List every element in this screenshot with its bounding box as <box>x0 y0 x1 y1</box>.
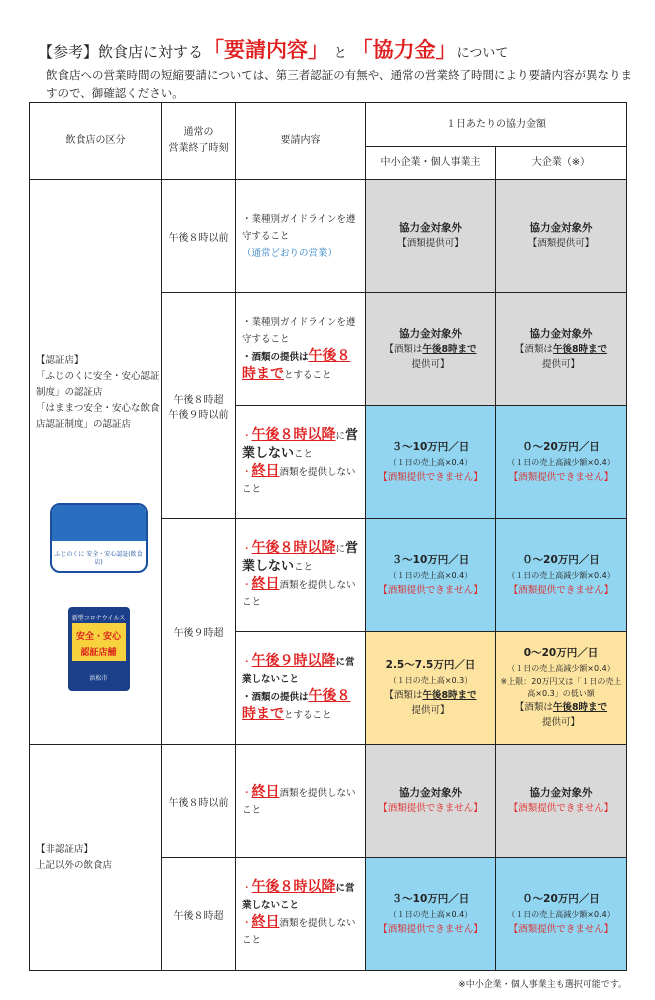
r3-req2b: 終日 <box>251 462 280 479</box>
r3-large-note: （１日の売上高減少額×0.4） <box>507 457 615 467</box>
r4-time: 午後９時超 <box>162 519 236 745</box>
r4-req1b: 午後８時以降 <box>251 539 336 556</box>
r3-req2a: ・ <box>242 466 252 478</box>
r6-request <box>236 745 366 858</box>
r3-large <box>496 406 627 519</box>
r5-req2c: とすること <box>284 709 332 721</box>
r4-large-alc: 【酒類提供できません】 <box>508 584 614 596</box>
r3-req1d: 営業しない <box>242 427 359 461</box>
title-request: 「要請内容」 <box>203 38 330 62</box>
r7-req2a: ・ <box>242 918 252 929</box>
r3-large-alc: 【酒類提供できません】 <box>508 471 614 483</box>
r5-large-sub-a: 【酒類は <box>514 702 553 713</box>
r3-req1c: に <box>335 430 346 442</box>
r5-req2a: ・酒類の提供は <box>242 691 309 703</box>
r2-large-sub-c: 提供可】 <box>541 358 580 370</box>
r3-sme-main: ３～10万円／日 <box>391 440 470 453</box>
r3-sme-alc: 【酒類提供できません】 <box>378 471 483 483</box>
r6-req1b: 終日 <box>251 783 280 800</box>
r2-sme-sub-c: 提供可】 <box>411 358 450 370</box>
r4-sme-alc: 【酒類提供できません】 <box>378 584 483 596</box>
r5-sme-sub-c: 提供可】 <box>411 705 450 716</box>
r2-request <box>236 293 366 406</box>
r7-sme-main: ３～10万円／日 <box>391 892 470 905</box>
r1-large-sub: 【酒類提供可】 <box>527 238 595 249</box>
r7-sme-alc: 【酒類提供できません】 <box>378 923 483 935</box>
r7-large-alc: 【酒類提供できません】 <box>508 923 614 935</box>
intro-text: 飲食店への営業時間の短縮要請については、第三者認証の有無や、通常の営業終了時間により要請内容が異なりますので、御確認ください。 <box>46 68 633 100</box>
r4-request <box>236 519 366 632</box>
r5-large-note: （１日の売上高減少額×0.4） <box>507 664 615 673</box>
title-suffix: について <box>456 46 509 61</box>
r5-sme-sub-a: 【酒類は <box>384 690 423 701</box>
r3-req2c: 酒類を提供しないこと <box>242 466 356 495</box>
hamamatsu-logo-main: 安全・安心 認証店舗 <box>75 632 121 658</box>
r1-time: 午後８時以前 <box>162 180 236 293</box>
certified-label: 【認証店】 <box>36 355 84 366</box>
header-amount: １日あたりの協力金額 <box>366 103 627 147</box>
r4-req2b: 終日 <box>251 575 280 592</box>
r5-sme-note: （１日の売上高×0.3） <box>388 676 473 685</box>
r6-req1c: 酒類を提供しないこと <box>242 787 356 816</box>
r4-req1d: 営業しない <box>242 540 359 574</box>
r3-request <box>236 406 366 519</box>
noncert-category <box>30 745 162 971</box>
header-sme: 中小企業・個人事業主 <box>366 147 496 180</box>
r2-sme-sub-b: 午後8時まで <box>422 343 477 355</box>
r6-large-alc: 【酒類提供できません】 <box>508 803 614 814</box>
page-title <box>38 34 508 64</box>
r3-large-main: ０～20万円／日 <box>522 440 600 453</box>
r7-large-note: （１日の売上高減少額×0.4） <box>507 909 615 919</box>
certified-category <box>30 180 162 745</box>
r5-sme-sub-b: 午後8時まで <box>422 690 477 701</box>
r3-req1e: こと <box>294 448 314 460</box>
r1-large-main: 協力金対象外 <box>529 222 593 234</box>
r2-sme <box>366 293 496 406</box>
r1-sme-sub: 【酒類提供可】 <box>397 238 464 249</box>
r2-req1: ・業種別ガイドラインを遵守すること <box>242 317 356 345</box>
r4-large-note: （１日の売上高減少額×0.4） <box>507 570 615 580</box>
r2-sme-sub-a: 【酒類は <box>384 343 423 355</box>
noncert-label: 【非認証店】 <box>36 843 94 855</box>
r4-large-main: ０～20万円／日 <box>522 553 600 566</box>
r7-sme-note: （１日の売上高×0.4） <box>388 909 473 919</box>
r3-sme-note: （１日の売上高×0.4） <box>388 457 473 467</box>
r1-req1: ・業種別ガイドラインを遵守すること <box>242 213 356 242</box>
r1-sme-main: 協力金対象外 <box>399 222 462 234</box>
r2-time: 午後８時超 午後９時以前 <box>162 293 236 519</box>
r2-req2b: 午後８時まで <box>242 348 351 382</box>
r2-large-main: 協力金対象外 <box>529 327 593 340</box>
r4-req1e: こと <box>294 561 314 573</box>
r4-sme <box>366 519 496 632</box>
title-and: と <box>333 46 347 61</box>
r2-req2a: ・酒類の提供は <box>242 352 309 363</box>
r4-req2a: ・ <box>242 579 252 591</box>
r4-req2c: 酒類を提供しないこと <box>242 579 356 608</box>
r7-large <box>496 858 627 971</box>
hamamatsu-logo-city: 浜松市 <box>89 675 108 682</box>
r6-large <box>496 745 627 858</box>
header-close-time: 通常の 営業終了時刻 <box>162 103 236 180</box>
r1-large <box>496 180 627 293</box>
hamamatsu-logo-top: 新型コロナウイルス <box>71 615 126 622</box>
r7-time: 午後８時超 <box>162 858 236 971</box>
request-table <box>29 102 627 971</box>
title-coop: 「協力金」 <box>351 38 457 62</box>
r4-req1a: ・ <box>242 543 252 555</box>
r7-req2b: 終日 <box>251 914 280 930</box>
header-request: 要請内容 <box>236 103 366 180</box>
r7-large-main: ０～20万円／日 <box>522 892 600 905</box>
r6-sme-alc: 【酒類提供できません】 <box>378 803 483 814</box>
fujinokuni-cert-logo <box>50 503 148 573</box>
footnote: ※中小企業・個人事業主も選択可能です。 <box>458 980 627 990</box>
r5-req1c: に営業しないこと <box>242 656 355 685</box>
fujinokuni-logo-text: ふじのくに 安全・安心認証(飲食店) <box>54 551 143 566</box>
r2-large-sub-a: 【酒類は <box>514 343 553 355</box>
r3-req1a: ・ <box>242 430 252 442</box>
r5-req2b: 午後８時まで <box>242 687 351 722</box>
r3-sme <box>366 406 496 519</box>
r7-req1c: に営業しないこと <box>242 883 355 911</box>
r1-request <box>236 180 366 293</box>
r4-sme-note: （１日の売上高×0.4） <box>388 570 473 580</box>
r2-large <box>496 293 627 406</box>
r4-large <box>496 519 627 632</box>
r6-sme <box>366 745 496 858</box>
title-prefix: 【参考】飲食店に対する <box>38 43 204 61</box>
certified-line2: 「はままつ安全・安心な飲食店認証制度」の認証店 <box>36 403 160 430</box>
r6-sme-main: 協力金対象外 <box>399 787 462 799</box>
header-large: 大企業（※） <box>496 147 627 180</box>
r5-large-sub-b: 午後8時まで <box>552 702 608 713</box>
r1-req2: （通常どおりの営業） <box>242 247 338 259</box>
r5-req1a: ・ <box>242 656 252 668</box>
r5-large-sub-c: 提供可】 <box>541 717 580 728</box>
hamamatsu-cert-logo <box>68 607 130 691</box>
r5-large-cap: ※上限：20万円又は「１日の売上高×0.3」の低い額 <box>500 677 622 698</box>
r4-req1c: に <box>335 543 346 555</box>
header-category: 飲食店の区分 <box>30 103 162 180</box>
r7-req2c: 酒類を提供しないこと <box>242 918 356 946</box>
r5-large <box>496 632 627 745</box>
r2-sme-main: 協力金対象外 <box>399 327 462 340</box>
r5-sme <box>366 632 496 745</box>
r5-sme-main: 2.5～7.5万円／日 <box>385 659 476 671</box>
r6-req1a: ・ <box>242 787 252 799</box>
r4-sme-main: ３～10万円／日 <box>391 553 470 566</box>
r5-large-main: 0～20万円／日 <box>523 647 599 659</box>
noncert-desc: 上記以外の飲食店 <box>36 859 113 871</box>
r7-sme <box>366 858 496 971</box>
r2-large-sub-b: 午後8時まで <box>552 343 608 355</box>
r3-req1b: 午後８時以降 <box>251 426 336 443</box>
r6-time: 午後８時以前 <box>162 745 236 858</box>
r2-req2c: とすること <box>284 370 332 381</box>
r7-req1b: 午後８時以降 <box>251 879 336 895</box>
r5-request <box>236 632 366 745</box>
r1-sme <box>366 180 496 293</box>
r6-large-main: 協力金対象外 <box>529 787 593 799</box>
r7-request <box>236 858 366 971</box>
certified-line1: 「ふじのくに安全・安心認証制度」の認証店 <box>36 371 160 398</box>
r5-req1b: 午後９時以降 <box>251 652 336 669</box>
r7-req1a: ・ <box>242 883 252 894</box>
